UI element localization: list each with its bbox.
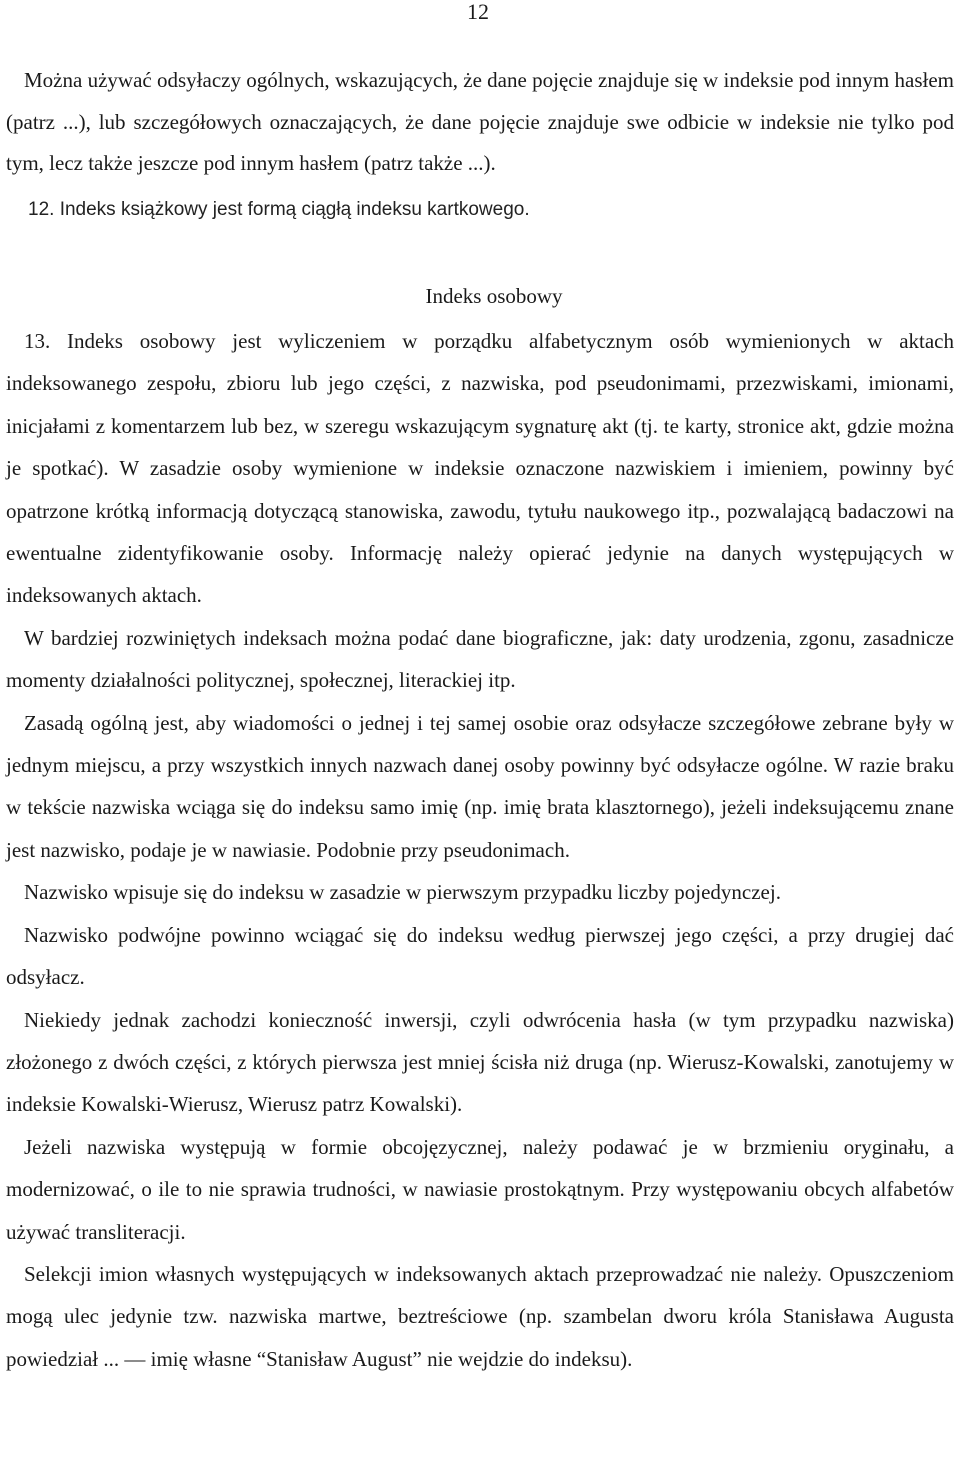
paragraph-double-surname: Nazwisko podwójne powinno wciągać się do indeksu według pierwszej jego części, a przy drugiej dać odsyłacz.	[6, 922, 954, 990]
paragraph-biographical: W bardziej rozwiniętych indeksach można podać dane biograficzne, jak: daty urodzenia, zgonu, zasadnicze momenty działalności politycznej, społecznej, literackiej itp.	[6, 625, 954, 693]
paragraph-selection: Selekcji imion własnych występujących w indeksowanych aktach przeprowadzać nie należy. Opuszczeniom mogą ulec jedynie tzw. nazwiska martwe, beztreściowe (np. szambelan dworu króla Stanisława Augusta powiedział ... — imię własne “Stanisław August” nie wejdzie do indeksu).	[6, 1261, 954, 1371]
section-heading: Indeks osobowy	[425, 284, 563, 308]
paragraph-13: 13. Indeks osobowy jest wyliczeniem w porządku alfabetycznym osób wymienionych w aktach indeksowanego zespołu, zbioru lub jego części, z nazwiska, pod pseudonimami, przezwiskami, imionami, inicjałami z komentarzem lub bez, w szeregu wskazującym sygnaturę akt (tj. te karty, stronice akt, gdzie można je spotkać). W zasadzie osoby wymienione w indeksie oznaczone nazwiskiem i imieniem, powinny być opatrzone krótką informacją dotyczącą stanowiska, zawodu, tytułu naukowego itp., pozwalającą badaczowi na ewentualne zidentyfikowanie osoby. Informację należy opierać jedynie na danych występujących w indeksowanych aktach.	[6, 329, 954, 608]
paragraph-nominative: Nazwisko wpisuje się do indeksu w zasadzie w pierwszym przypadku liczby pojedynczej.	[24, 880, 781, 905]
point-12: 12. Indeks książkowy jest formą ciągłą indeksu kartkowego.	[28, 199, 530, 220]
body-text	[6, 320, 954, 1380]
paragraph-inversion: Niekiedy jednak zachodzi konieczność inwersji, czyli odwrócenia hasła (w tym przypadku nazwiska) złożonego z dwóch części, z których pierwsza jest mniej ścisła niż druga (np. Wierusz-Kowalski, zanotujemy w indeksie Kowalski-Wierusz, Wierusz patrz Kowalski).	[6, 1007, 954, 1117]
page-number: 12	[467, 0, 489, 24]
intro-paragraph	[6, 60, 954, 185]
paragraph-general-rule: Zasadą ogólną jest, aby wiadomości o jednej i tej samej osobie oraz odsyłacze szczegółowe zebrane były w jednym miejscu, a przy wszystkich innych nazwach danej osoby powinny być odsyłacze ogólne. W razie braku w tekście nazwiska wciąga się do indeksu samo imię (np. imię brata klasztornego), jeżeli indeksującemu znane jest nazwisko, podaje je w nawiasie. Podobnie przy pseudonimach.	[6, 710, 954, 862]
paragraph-foreign-names: Jeżeli nazwiska występują w formie obcojęzycznej, należy podawać je w brzmieniu oryginału, a modernizować, o ile to nie sprawia trudności, w nawiasie prostokątnym. Przy występowaniu obcych alfabetów używać transliteracji.	[6, 1134, 954, 1244]
intro-text: Można używać odsyłaczy ogólnych, wskazujących, że dane pojęcie znajduje się w indeksie pod innym hasłem (patrz ...), lub szczegółowych oznaczających, że dane pojęcie znajduje swe odbicie w indeksie nie tylko pod tym, lecz także jeszcze pod innym hasłem (patrz także ...).	[6, 68, 954, 175]
